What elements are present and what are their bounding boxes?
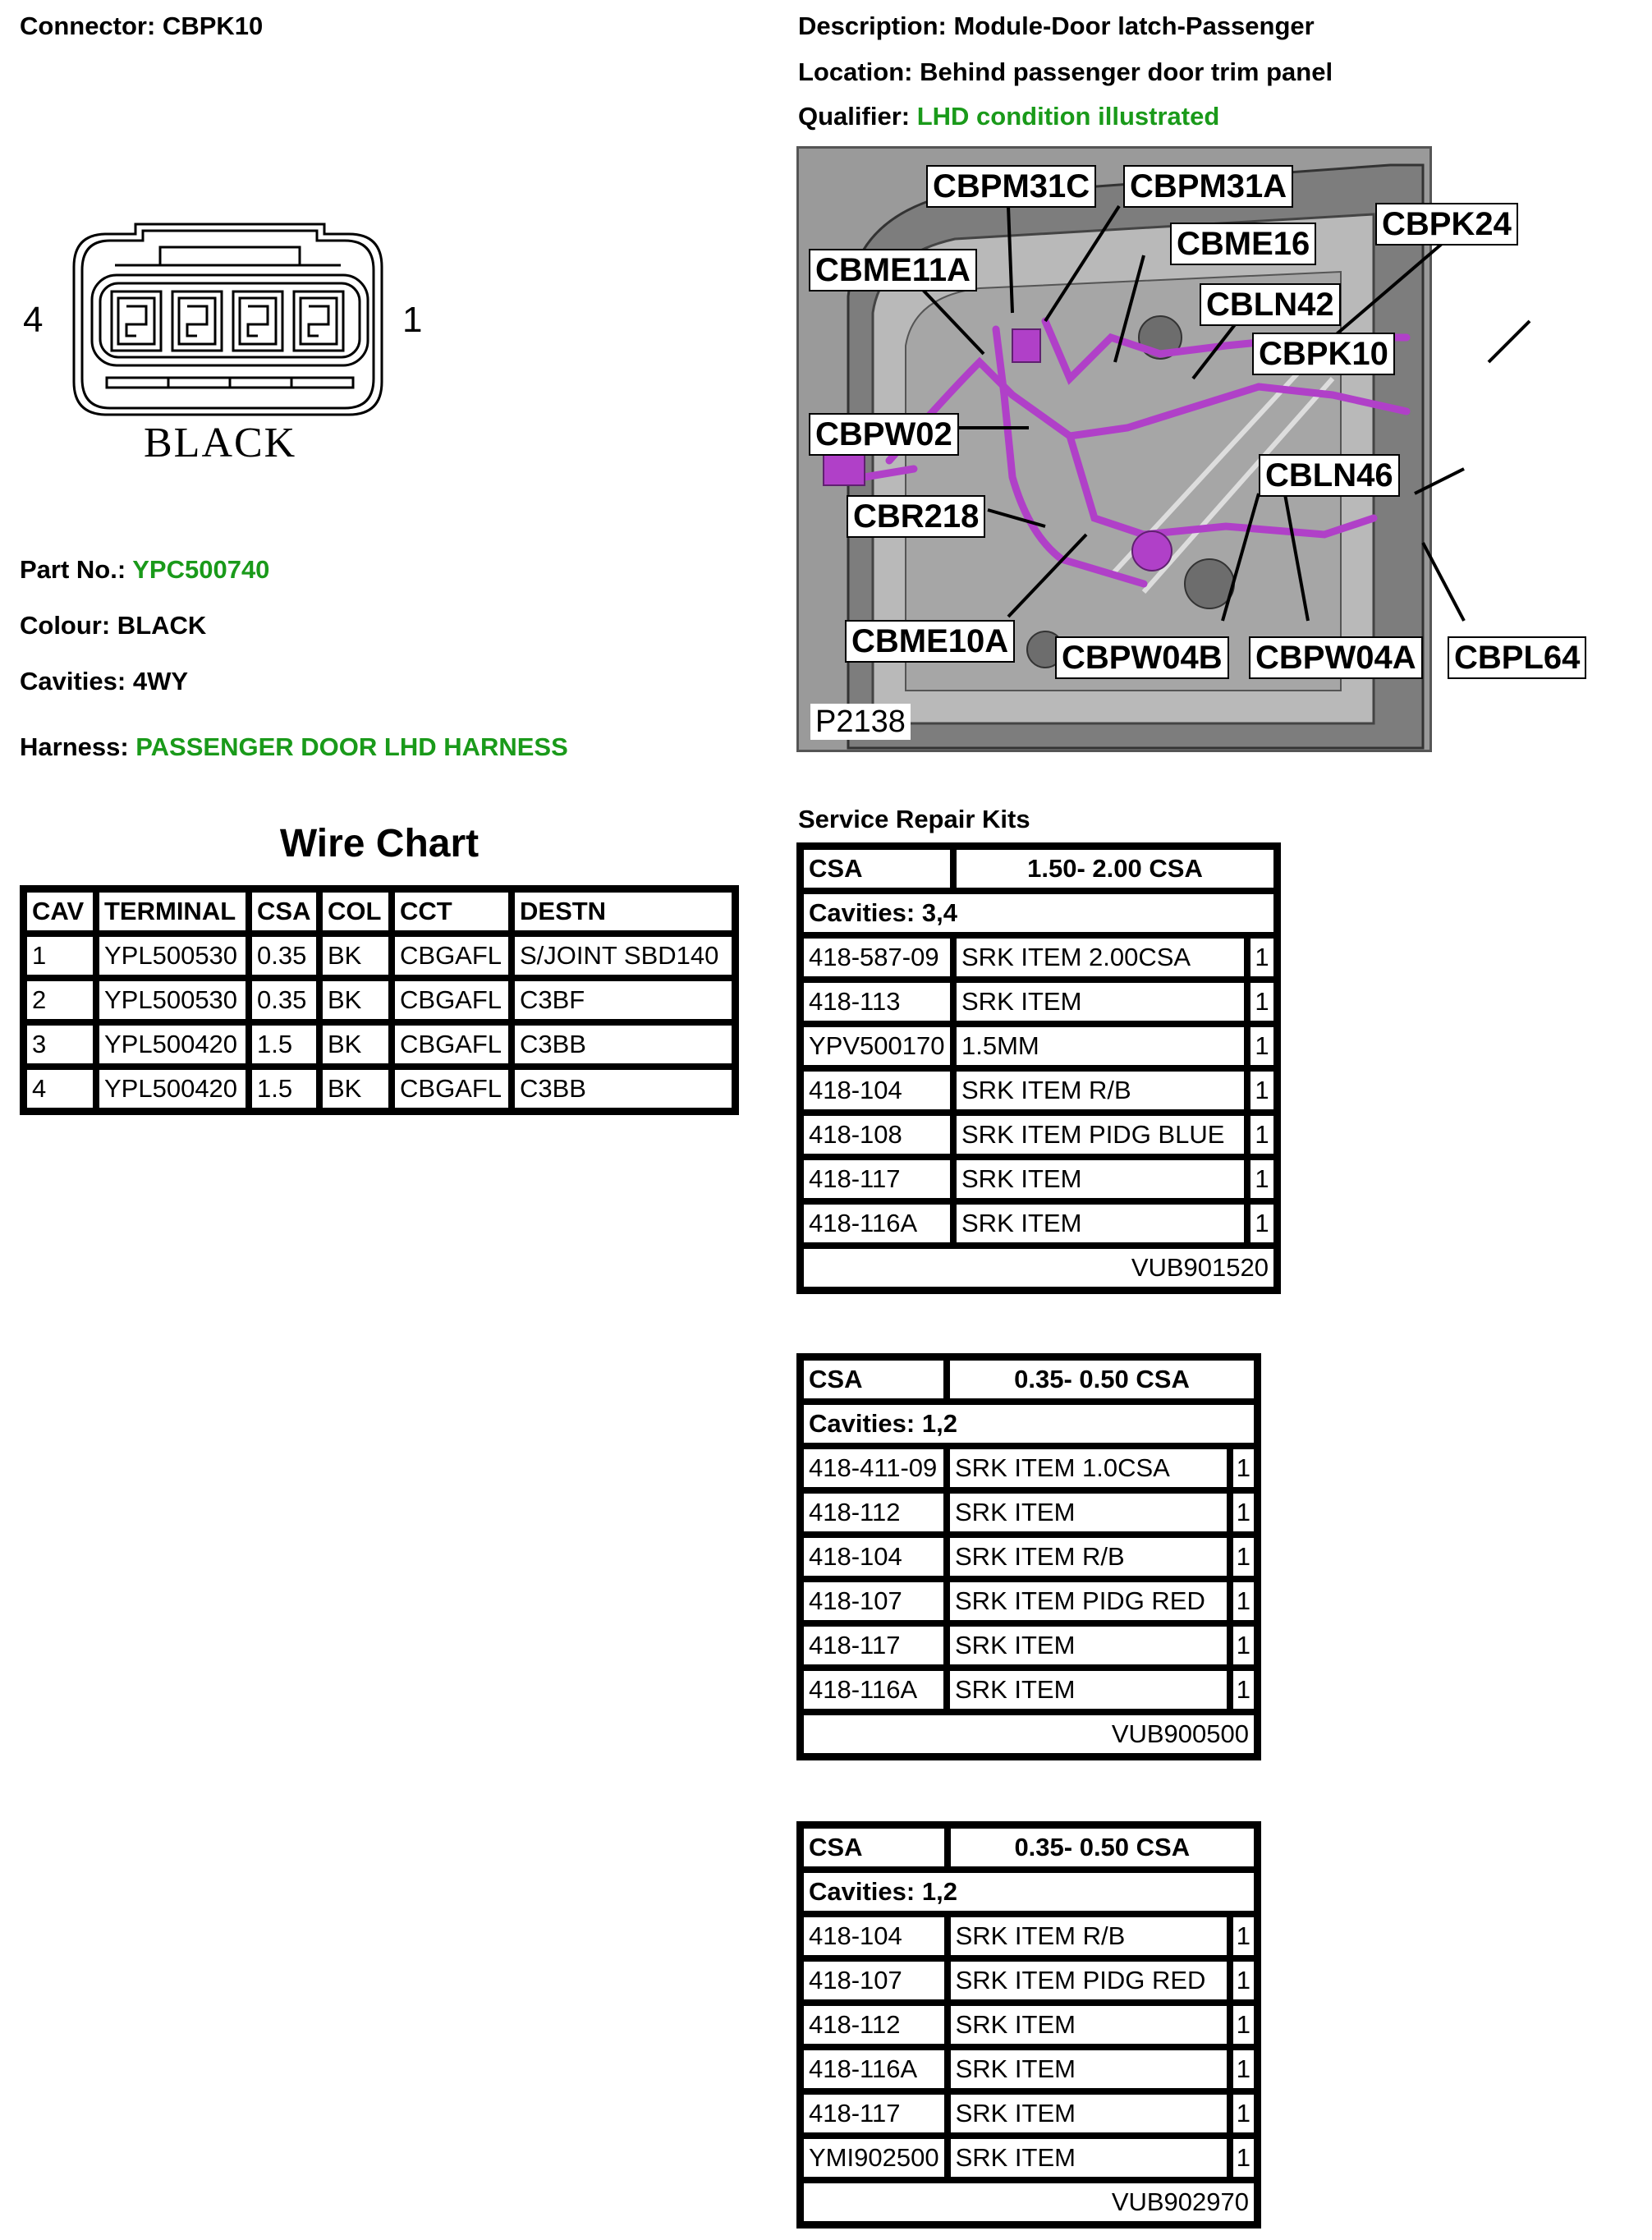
- kit-qty: 1: [1230, 1579, 1257, 1623]
- qualifier-value: LHD condition illustrated: [916, 102, 1220, 131]
- kit-part: 418-117: [801, 1623, 947, 1668]
- cell-col: BK: [319, 1022, 392, 1067]
- kit-desc: SRK ITEM: [947, 1490, 1230, 1535]
- pin-4-label: 4: [23, 300, 44, 340]
- callout-cbln46: CBLN46: [1259, 454, 1400, 497]
- cell-cav: 3: [24, 1022, 96, 1067]
- kit-qty: 1: [1230, 2091, 1257, 2136]
- kit-part: 418-112: [801, 1490, 947, 1535]
- kit-ref: VUB902970: [801, 2180, 1257, 2224]
- kit-desc: SRK ITEM: [947, 1668, 1230, 1712]
- kit-desc: SRK ITEM: [953, 1201, 1247, 1246]
- kit-qty: 1: [1230, 1446, 1257, 1490]
- header-csa: CSA: [249, 889, 319, 934]
- kit-part: 418-116A: [801, 2047, 948, 2091]
- kit-cavities: Cavities: 1,2: [801, 1402, 1257, 1446]
- kit-desc: SRK ITEM R/B: [953, 1068, 1247, 1113]
- cavities-info: Cavities: 4WY: [20, 667, 189, 695]
- kit-cavities: Cavities: 3,4: [801, 891, 1277, 935]
- table-row: [24, 934, 735, 978]
- location-label: Location: Behind passenger door trim panel: [798, 57, 1333, 86]
- srk-table-3: [796, 1821, 1261, 2229]
- kit-cavities: Cavities: 1,2: [801, 1870, 1257, 1914]
- kit-csa-range: 0.35- 0.50 CSA: [948, 1825, 1257, 1870]
- kit-desc: SRK ITEM PIDG RED: [947, 1579, 1230, 1623]
- cell-csa: 0.35: [249, 978, 319, 1022]
- cell-destn: C3BF: [512, 978, 735, 1022]
- kit-cavities-row: [801, 1402, 1257, 1446]
- table-row: [801, 1535, 1257, 1579]
- cell-csa: 1.5: [249, 1022, 319, 1067]
- callout-cbme16: CBME16: [1170, 223, 1316, 265]
- kit-part: 418-107: [801, 1579, 947, 1623]
- cell-col: BK: [319, 934, 392, 978]
- colour-info: Colour: BLACK: [20, 611, 207, 640]
- kit-part: 418-587-09: [801, 935, 953, 980]
- kit-desc: SRK ITEM: [947, 1623, 1230, 1668]
- kit-ref: VUB900500: [801, 1712, 1257, 1756]
- table-row: [801, 2091, 1257, 2136]
- table-row: [801, 980, 1277, 1024]
- kit-qty: 1: [1247, 1157, 1277, 1201]
- cell-cct: CBGAFL: [392, 1067, 512, 1111]
- kit-ref: VUB901520: [801, 1246, 1277, 1290]
- kit-csa-range: 1.50- 2.00 CSA: [953, 847, 1277, 891]
- header-cct: CCT: [392, 889, 512, 934]
- kit-desc: SRK ITEM: [953, 980, 1247, 1024]
- table-row: [801, 1068, 1277, 1113]
- table-row: [24, 1067, 735, 1111]
- callout-cbme11a: CBME11A: [809, 249, 977, 291]
- srk-title: Service Repair Kits: [798, 805, 1030, 833]
- kit-desc: SRK ITEM: [948, 2091, 1230, 2136]
- harness-info: Harness: PASSENGER DOOR LHD HARNESS: [20, 732, 568, 761]
- table-row: [801, 1579, 1257, 1623]
- cell-destn: C3BB: [512, 1067, 735, 1111]
- table-row: [24, 978, 735, 1022]
- kit-header-row: [801, 1825, 1257, 1870]
- kit-part: 418-107: [801, 1958, 948, 2003]
- kit-qty: 1: [1247, 980, 1277, 1024]
- kit-desc: SRK ITEM: [948, 2047, 1230, 2091]
- kit-part: 418-411-09: [801, 1446, 947, 1490]
- table-row: [801, 1157, 1277, 1201]
- kit-part: 418-113: [801, 980, 953, 1024]
- callout-cbpm31c: CBPM31C: [926, 165, 1096, 208]
- kit-qty: 1: [1230, 2047, 1257, 2091]
- part-number-value: YPC500740: [132, 555, 270, 584]
- kit-part: YMI902500: [801, 2136, 948, 2180]
- kit-part: 418-116A: [801, 1201, 953, 1246]
- cell-cav: 2: [24, 978, 96, 1022]
- cell-terminal: YPL500530: [96, 978, 249, 1022]
- connector-colour-text: BLACK: [144, 420, 297, 466]
- table-row: [801, 1958, 1257, 2003]
- callout-cbpw02: CBPW02: [809, 413, 959, 456]
- kit-desc: SRK ITEM PIDG RED: [948, 1958, 1230, 2003]
- cell-terminal: YPL500530: [96, 934, 249, 978]
- wire-chart-header-row: [24, 889, 735, 934]
- kit-desc: 1.5MM: [953, 1024, 1247, 1068]
- kit-qty: 1: [1230, 2136, 1257, 2180]
- connector-face-diagram: [16, 209, 443, 472]
- header-cav: CAV: [24, 889, 96, 934]
- cell-cct: CBGAFL: [392, 934, 512, 978]
- kit-qty: 1: [1230, 1914, 1257, 1958]
- wire-chart-table: [20, 885, 739, 1115]
- srk-table-1: [796, 842, 1281, 1294]
- kit-qty: 1: [1247, 1201, 1277, 1246]
- kit-qty: 1: [1247, 1024, 1277, 1068]
- kit-desc: SRK ITEM R/B: [948, 1914, 1230, 1958]
- figure-id: P2138: [810, 704, 911, 740]
- table-row: [801, 1623, 1257, 1668]
- cell-destn: C3BB: [512, 1022, 735, 1067]
- table-row: [24, 1022, 735, 1067]
- kit-desc: SRK ITEM R/B: [947, 1535, 1230, 1579]
- kit-qty: 1: [1247, 1113, 1277, 1157]
- kit-part: 418-104: [801, 1535, 947, 1579]
- connector-label: Connector: CBPK10: [20, 11, 264, 40]
- wire-chart-title: Wire Chart: [279, 822, 480, 865]
- harness-value: PASSENGER DOOR LHD HARNESS: [135, 732, 568, 761]
- kit-part: 418-108: [801, 1113, 953, 1157]
- kit-cavities-row: [801, 1870, 1257, 1914]
- kit-desc: SRK ITEM: [948, 2136, 1230, 2180]
- cell-col: BK: [319, 978, 392, 1022]
- cell-cav: 4: [24, 1067, 96, 1111]
- callout-cbln42: CBLN42: [1200, 283, 1341, 326]
- table-row: [801, 1201, 1277, 1246]
- kit-desc: SRK ITEM PIDG BLUE: [953, 1113, 1247, 1157]
- kit-part: 418-117: [801, 2091, 948, 2136]
- cell-cct: CBGAFL: [392, 978, 512, 1022]
- part-number: Part No.: YPC500740: [20, 555, 270, 584]
- cell-csa: 1.5: [249, 1067, 319, 1111]
- table-row: [801, 1113, 1277, 1157]
- srk-table-2: [796, 1353, 1261, 1760]
- table-row: [801, 2047, 1257, 2091]
- callout-cbr218: CBR218: [847, 495, 985, 538]
- cell-destn: S/JOINT SBD140: [512, 934, 735, 978]
- callout-cbpw04a: CBPW04A: [1249, 636, 1423, 679]
- callout-cbpk10: CBPK10: [1252, 333, 1395, 375]
- table-row: [801, 1446, 1257, 1490]
- kit-desc: SRK ITEM: [948, 2003, 1230, 2047]
- callout-cbpk24: CBPK24: [1375, 203, 1518, 246]
- kit-qty: 1: [1247, 935, 1277, 980]
- kit-qty: 1: [1230, 1958, 1257, 2003]
- kit-header-row: [801, 1357, 1257, 1402]
- callout-cbpw04b: CBPW04B: [1055, 636, 1229, 679]
- kit-cavities-row: [801, 891, 1277, 935]
- table-row: [801, 935, 1277, 980]
- kit-qty: 1: [1230, 2003, 1257, 2047]
- kit-qty: 1: [1230, 1535, 1257, 1579]
- table-row: [801, 1668, 1257, 1712]
- cell-terminal: YPL500420: [96, 1022, 249, 1067]
- kit-part: 418-104: [801, 1068, 953, 1113]
- table-row: [801, 2003, 1257, 2047]
- kit-header-row: [801, 847, 1277, 891]
- qualifier-label: Qualifier: LHD condition illustrated: [798, 102, 1220, 131]
- cell-col: BK: [319, 1067, 392, 1111]
- header-destn: DESTN: [512, 889, 735, 934]
- kit-desc: SRK ITEM 1.0CSA: [947, 1446, 1230, 1490]
- kit-qty: 1: [1230, 1623, 1257, 1668]
- header-terminal: TERMINAL: [96, 889, 249, 934]
- kit-csa-label: CSA: [801, 847, 953, 891]
- description-label: Description: Module-Door latch-Passenger: [798, 11, 1315, 40]
- cell-cav: 1: [24, 934, 96, 978]
- kit-desc: SRK ITEM 2.00CSA: [953, 935, 1247, 980]
- kit-part: 418-116A: [801, 1668, 947, 1712]
- kit-desc: SRK ITEM: [953, 1157, 1247, 1201]
- kit-part: 418-117: [801, 1157, 953, 1201]
- table-row: [801, 2136, 1257, 2180]
- kit-ref-row: [801, 2180, 1257, 2224]
- kit-csa-label: CSA: [801, 1357, 947, 1402]
- kit-part: 418-104: [801, 1914, 948, 1958]
- header-col: COL: [319, 889, 392, 934]
- callout-cbme10a: CBME10A: [845, 620, 1015, 663]
- kit-part: 418-112: [801, 2003, 948, 2047]
- pin-1-label: 1: [402, 300, 423, 340]
- kit-csa-range: 0.35- 0.50 CSA: [947, 1357, 1257, 1402]
- kit-ref-row: [801, 1246, 1277, 1290]
- table-row: [801, 1490, 1257, 1535]
- callout-cbpm31a: CBPM31A: [1123, 165, 1293, 208]
- kit-ref-row: [801, 1712, 1257, 1756]
- kit-qty: 1: [1247, 1068, 1277, 1113]
- connector-outline: [57, 218, 402, 423]
- callout-cbpl64: CBPL64: [1448, 636, 1586, 679]
- kit-part: YPV500170: [801, 1024, 953, 1068]
- kit-qty: 1: [1230, 1490, 1257, 1535]
- cell-terminal: YPL500420: [96, 1067, 249, 1111]
- location-photo: [796, 146, 1581, 752]
- cell-cct: CBGAFL: [392, 1022, 512, 1067]
- table-row: [801, 1024, 1277, 1068]
- cell-csa: 0.35: [249, 934, 319, 978]
- kit-qty: 1: [1230, 1668, 1257, 1712]
- table-row: [801, 1914, 1257, 1958]
- kit-csa-label: CSA: [801, 1825, 948, 1870]
